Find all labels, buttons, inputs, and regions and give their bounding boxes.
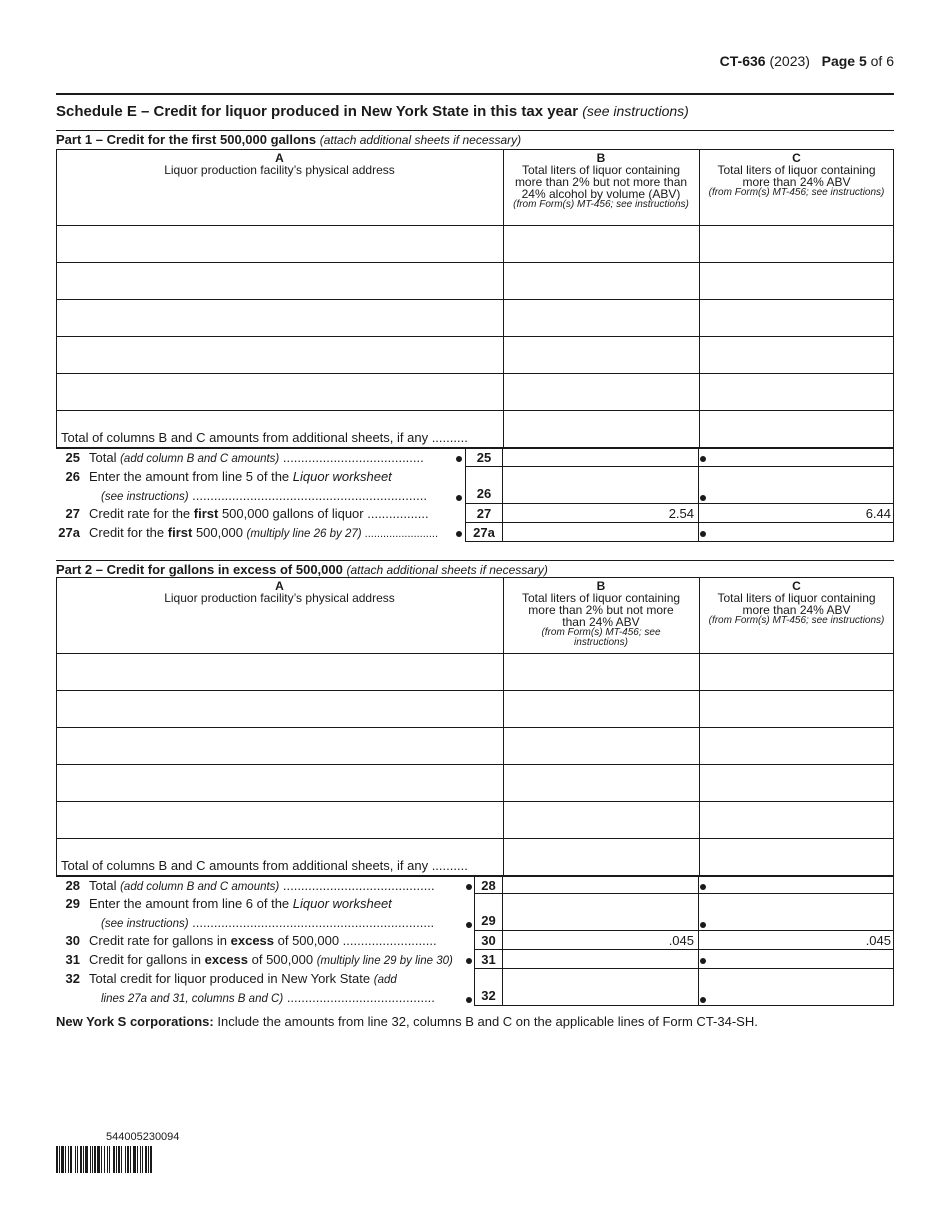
line-31: 31 Credit for gallons in excess of 500,000 (multiply line 29 by line 30) 31 (56, 950, 894, 969)
form-number: CT-636 (719, 53, 766, 69)
line-26-col-c-input[interactable] (699, 467, 894, 504)
table-row[interactable] (56, 653, 894, 691)
col-divider-c (699, 150, 700, 448)
bullet-icon (700, 997, 706, 1003)
page-of: of 6 (870, 53, 894, 69)
bullet-icon (700, 922, 706, 928)
bullet-icon (466, 958, 472, 964)
table-row[interactable] (56, 225, 894, 263)
table-header-row (56, 578, 894, 654)
part1-entry-table (56, 149, 894, 449)
line-27a-col-b-input[interactable] (503, 523, 699, 542)
s-corp-instruction: New York S corporations: Include the amounts from line 32, columns B and C on the applicable lines of Form CT-34-SH. (56, 1014, 758, 1029)
bullet-icon (466, 922, 472, 928)
bullet-icon (700, 531, 706, 537)
table-border-right (893, 578, 894, 876)
line-31-col-c-input[interactable] (699, 950, 894, 969)
table-border-left (56, 578, 57, 876)
line-27a: 27a Credit for the first 500,000 (multiply line 26 by 27) ........................ 27a (56, 523, 894, 542)
col-divider-b (503, 578, 504, 876)
part1-col-c-header: C Total liters of liquor containing more than 24% ABV (from Form(s) MT-456; see instructions) (708, 151, 885, 198)
part2-col-b-header: B Total liters of liquor containing more than 2% but not more than 24% ABV (from Form(s) MT-456; see instructions) (521, 579, 681, 648)
col-divider-c (699, 578, 700, 876)
line-27-col-b-rate: 2.54 (503, 504, 699, 523)
page-label: Page 5 (821, 53, 867, 69)
line-30-col-b-rate: .045 (503, 931, 699, 950)
part2-col-c-header: C Total liters of liquor containing more than 24% ABV (from Form(s) MT-456; see instructions) (708, 579, 885, 626)
schedule-note: (see instructions) (582, 103, 689, 119)
bullet-icon (466, 884, 472, 890)
line-number-box: 32 (474, 969, 503, 1006)
schedule-title: Schedule E – Credit for liquor produced in New York State in this tax year (see instructions) (56, 103, 689, 120)
table-row[interactable] (56, 727, 894, 765)
part1-col-b-header: B Total liters of liquor containing more than 2% but not more than 24% alcohol by volume (ABV) (from Form(s) MT-456; see instructions) (513, 151, 689, 210)
bullet-icon (456, 456, 462, 462)
barcode-icon (56, 1146, 238, 1173)
page-header (720, 53, 894, 69)
part2-additional-label: Total of columns B and C amounts from additional sheets, if any .......... (61, 858, 468, 873)
line-25: 25 Total (add column B and C amounts) ....................................... 25 (56, 448, 894, 467)
table-border-right (893, 150, 894, 448)
line-31-col-b-input[interactable] (503, 950, 699, 969)
line-30-col-c-rate: .045 (699, 931, 894, 950)
table-row[interactable] (56, 764, 894, 802)
line-27: 27 Credit rate for the first 500,000 gallons of liquor ................. 27 2.54 6.44 (56, 504, 894, 523)
line-number-box: 29 (474, 894, 503, 931)
line-26: 26 Enter the amount from line 5 of the Liquor worksheet (see instructions) ................................................................. 26 (56, 467, 894, 504)
part2-title: Part 2 – Credit for gallons in excess of 500,000 (attach additional sheets if necessary) (56, 562, 548, 577)
line-27a-col-c-input[interactable] (699, 523, 894, 542)
part1-title: Part 1 – Credit for the first 500,000 gallons (attach additional sheets if necessary) (56, 132, 522, 147)
line-27-col-c-rate: 6.44 (699, 504, 894, 523)
barcode-bar (152, 1146, 153, 1173)
line-26-col-b-input[interactable] (503, 467, 699, 504)
line-32: 32 Total credit for liquor produced in New York State (add lines 27a and 31, columns B and C) ......................................... 32 (56, 969, 894, 1006)
line-28: 28 Total (add column B and C amounts) .......................................... 28 (56, 877, 894, 894)
part1-col-a-header: A Liquor production facility’s physical address (164, 151, 395, 177)
line-number-box: 25 (465, 448, 503, 467)
line-32-col-c-input[interactable] (699, 969, 894, 1006)
line-28-col-c-input[interactable] (699, 877, 894, 894)
table-row[interactable] (56, 373, 894, 411)
line-25-col-b-input[interactable] (503, 448, 699, 467)
bullet-icon (700, 495, 706, 501)
line-number-box: 31 (474, 950, 503, 969)
line-number-box: 27 (465, 504, 503, 523)
line-number-box: 26 (465, 467, 503, 504)
line-29: 29 Enter the amount from line 6 of the Liquor worksheet (see instructions) ................................................................... 29 (56, 894, 894, 931)
barcode-number: 544005230094 (106, 1131, 180, 1143)
bullet-icon (700, 456, 706, 462)
line-25-col-c-input[interactable] (699, 448, 894, 467)
line-number-box: 30 (474, 931, 503, 950)
bullet-icon (700, 958, 706, 964)
part1-additional-label: Total of columns B and C amounts from additional sheets, if any .......... (61, 430, 468, 445)
line-28-col-b-input[interactable] (503, 877, 699, 894)
part2-col-a-header: A Liquor production facility’s physical address (164, 579, 395, 605)
form-year: (2023) (769, 53, 810, 69)
bullet-icon (456, 495, 462, 501)
table-border-left (56, 150, 57, 448)
part2-rule (56, 560, 894, 561)
table-row[interactable] (56, 801, 894, 839)
line-number-box: 27a (465, 523, 503, 542)
line-number-box: 28 (474, 877, 503, 894)
line-29-col-c-input[interactable] (699, 894, 894, 931)
bullet-icon (466, 997, 472, 1003)
schedule-rule (56, 130, 894, 131)
table-row[interactable] (56, 690, 894, 728)
part2-entry-table (56, 577, 894, 878)
bullet-icon (700, 884, 706, 890)
line-30: 30 Credit rate for gallons in excess of 500,000 .......................... 30 .045 .045 (56, 931, 894, 950)
top-rule (56, 93, 894, 95)
line-29-col-b-input[interactable] (503, 894, 699, 931)
bullet-icon (456, 531, 462, 537)
table-row[interactable] (56, 336, 894, 374)
table-row[interactable] (56, 299, 894, 337)
col-divider-b (503, 150, 504, 448)
line-32-col-b-input[interactable] (503, 969, 699, 1006)
table-row[interactable] (56, 262, 894, 300)
table-header-row (56, 150, 894, 226)
